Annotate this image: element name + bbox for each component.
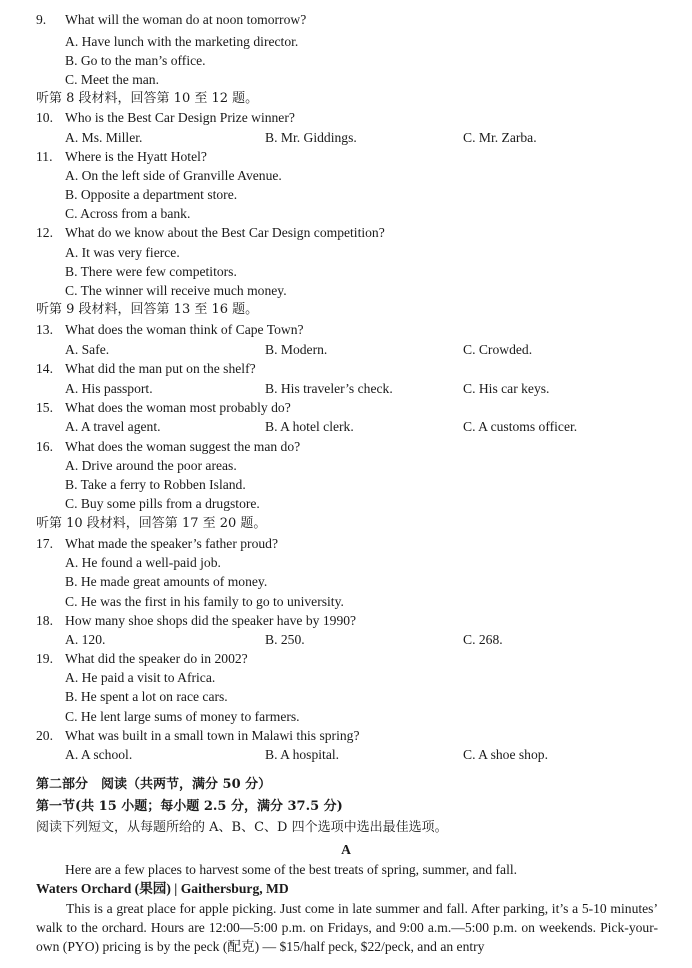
question-number: 11.: [36, 149, 53, 164]
option-b: B. Mr. Giddings.: [265, 130, 357, 145]
question-number: 9.: [36, 12, 47, 27]
option-c: C. 268.: [463, 632, 503, 647]
option-c: C. Mr. Zarba.: [463, 130, 537, 145]
option-a: A. On the left side of Granville Avenue.: [65, 168, 282, 183]
option-b: B. 250.: [265, 632, 305, 647]
option-a: A. 120.: [65, 632, 106, 647]
option-c: C. Buy some pills from a drugstore.: [65, 496, 260, 511]
question-text: What will the woman do at noon tomorrow?: [65, 12, 307, 27]
option-c: C. Crowded.: [463, 342, 533, 357]
question-text: What does the woman think of Cape Town?: [65, 322, 304, 337]
question-text: Where is the Hyatt Hotel?: [65, 149, 207, 164]
option-b: B. A hotel clerk.: [265, 419, 354, 434]
option-c: C. A shoe shop.: [463, 747, 548, 762]
option-c: C. He was the first in his family to go to university.: [65, 594, 344, 609]
question-text: What does the woman suggest the man do?: [65, 439, 301, 454]
question-number: 14.: [36, 361, 53, 376]
option-b: B. Go to the man’s office.: [65, 53, 206, 68]
question-text: What made the speaker’s father proud?: [65, 536, 278, 551]
option-a: A. His passport.: [65, 381, 153, 396]
question-number: 12.: [36, 225, 53, 240]
question-number: 10.: [36, 110, 53, 125]
question-number: 17.: [36, 536, 53, 551]
option-b: B. A hospital.: [265, 747, 340, 762]
option-a: A. Have lunch with the marketing director.: [65, 34, 299, 49]
question-text: Who is the Best Car Design Prize winner?: [65, 110, 295, 125]
option-c: C. He lent large sums of money to farmers.: [65, 709, 300, 724]
question-number: 20.: [36, 728, 53, 743]
question-text: What did the man put on the shelf?: [65, 361, 256, 376]
question-text: How many shoe shops did the speaker have by 1990?: [65, 613, 357, 628]
option-b: B. Take a ferry to Robben Island.: [65, 477, 246, 492]
passage-paragraph: This is a great place for apple picking. Just come in late summer and fall. After parking, it’s a 5-10 minutes’ walk to the orchard. Hours are 12:00—5:00 p.m. on Fridays, and 9:00 a.m.—5:00 p.m. on weekends. Pick-your-own (PYO) pricing is by the peck (配克) — $15/half peck, $22/peck, and an entry: [36, 901, 658, 955]
option-c: C. His car keys.: [463, 381, 550, 396]
option-a: A. Drive around the poor areas.: [65, 458, 237, 473]
option-c: C. Meet the man.: [65, 72, 160, 87]
question-text: What did the speaker do in 2002?: [65, 651, 248, 666]
question-number: 15.: [36, 400, 53, 415]
option-b: B. There were few competitors.: [65, 264, 237, 279]
option-b: B. Modern.: [265, 342, 328, 357]
option-a: A. He paid a visit to Africa.: [65, 670, 216, 685]
option-a: A. A travel agent.: [65, 419, 161, 434]
option-a: A. He found a well-paid job.: [65, 555, 221, 570]
option-b: B. He made great amounts of money.: [65, 574, 268, 589]
option-b: B. He spent a lot on race cars.: [65, 689, 228, 704]
exam-page: 9. What will the woman do at noon tomorrow? A. Have lunch with the marketing director. B. Go to the man’s office. C. Meet the man. 听第 8 段材料，回答第 10 至 12 题。 10. Who is the Best Car Design Prize winner? A. Ms. Miller. B. Mr. Giddings. C. Mr. Zarba. 11. Where is the Hyatt Hotel? A. On the left side of Granville Avenue. B. Opposite a department store. C. Across from a bank. 12. What do we know about the Best Car Design competition? A. It was very fierce. B. There were few competitors. C. The winner will receive much money. 听第 9 段材料，回答第 13 至 16 题。 13. What does the woman think of Cape Town? A. Safe. B. Modern. C. Crowded. 14. What did the man put on the shelf? A. His passport. B. His traveler’s check. C. His car keys. 15. What does the woman most probably do? A. A travel agent. B. A hotel clerk. C. A customs officer. 16. What does the woman suggest the man do? A. Drive around the poor areas. B. Take a ferry to Robben Island. C. Buy some pills from a drugstore. 听第 10 段材料，回答第 17 至 20 题。 17. What made the speaker’s father proud? A. He found a well-paid job. B. He made great amounts of money. C. He was the first in his family to go to university. 18. How many shoe shops did the speaker have by 1990? A. 120. B. 250. C. 268. 19. What did the speaker do in 2002? A. He paid a visit to Africa. B. He spent a lot on race cars. C. He lent large sums of money to farmers. 20. What was built in a small town in Malawi this spring? A. A school. B. A hospital. C. A shoe shop. 第二部分 阅读（共两节，满分 50 分） 第一节(共 15 小题；每小题 2.5 分，满分 37.5 分) 阅读下列短文，从每题所给的 A、B、C、D 四个选项中选出最佳选项。 A Here are a few places to harvest some of the best treats of spring, summer, and fall. Waters Orchard (果园) | Gaithersburg, MD This is a great place for apple picking. Just come in late summer and fall. After parking, it’s a 5-10 minutes’ walk to the orchard. Hours are 12:00—5:00 p.m. on Fridays, and 9:00 a.m.—5:00 p.m. on weekends. Pick-your-own (PYO) pricing is by the peck (配克) — $15/half peck, $22/peck, and an entry: [0, 0, 692, 968]
option-a: A. Ms. Miller.: [65, 130, 143, 145]
option-c: C. The winner will receive much money.: [65, 283, 287, 298]
option-c: C. A customs officer.: [463, 419, 578, 434]
question-number: 19.: [36, 651, 53, 666]
option-b: B. His traveler’s check.: [265, 381, 393, 396]
question-number: 13.: [36, 322, 53, 337]
option-a: A. It was very fierce.: [65, 245, 180, 260]
option-a: A. Safe.: [65, 342, 110, 357]
option-b: B. Opposite a department store.: [65, 187, 238, 202]
question-text: What does the woman most probably do?: [65, 400, 291, 415]
option-a: A. A school.: [65, 747, 133, 762]
question-text: What was built in a small town in Malawi this spring?: [65, 728, 360, 743]
option-c: C. Across from a bank.: [65, 206, 191, 221]
question-number: 16.: [36, 439, 53, 454]
question-number: 18.: [36, 613, 53, 628]
question-text: What do we know about the Best Car Design competition?: [65, 225, 385, 240]
